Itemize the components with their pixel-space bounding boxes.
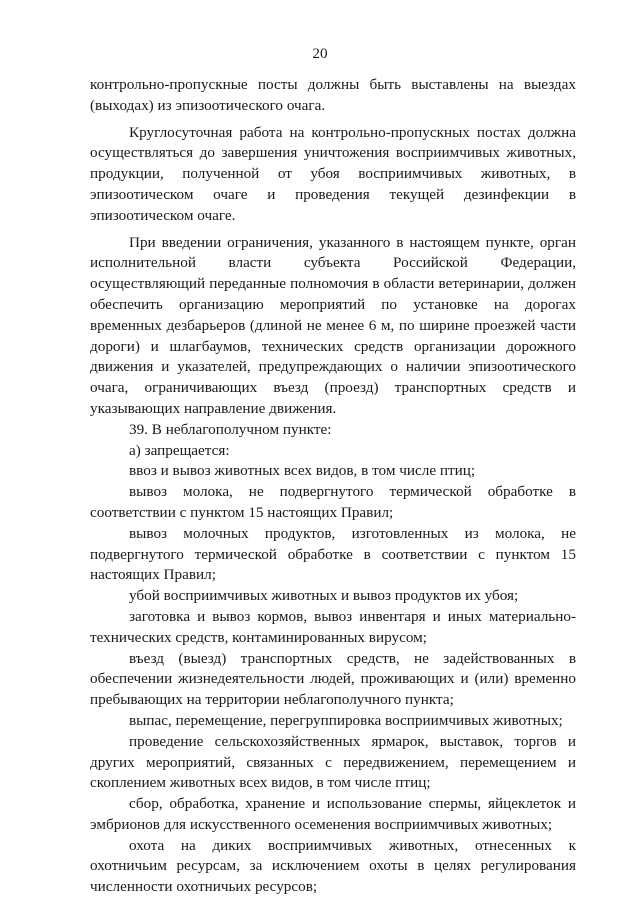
list-item-feed-inventory: заготовка и вывоз кормов, вывоз инвентаря и иных материально-технических средств, контаминированных вирусом; <box>90 607 576 646</box>
paragraph-checkpoints-round-the-clock: Круглосуточная работа на контрольно-пропускных постах должна осуществляться до завершения уничтожения восприимчивых животных, продукции, полученной от убоя восприимчивых животных, в эпизоотическом очаге и проведения текущей дезинфекции в эпизоотическом очаге. <box>90 123 576 224</box>
list-item-grazing: выпас, перемещение, перегруппировка восприимчивых животных; <box>129 711 563 729</box>
paragraph-checkpoints-continuation: контрольно-пропускные посты должны быть выставлены на выездах (выходах) из эпизоотического очага. <box>90 76 576 114</box>
list-item-slaughter: убой восприимчивых животных и вывоз продуктов их убоя; <box>129 587 519 605</box>
list-item-animal-transport: ввоз и вывоз животных всех видов, в том числе птиц; <box>129 462 476 480</box>
list-item-vehicle-entry: въезд (выезд) транспортных средств, не задействованных в обеспечении жизнедеятельности людей, проживающих и (или) временно пребывающих на территории неблагополучного пункта; <box>90 649 576 709</box>
paragraph-clause-39-heading: 39. В неблагополучном пункте: <box>129 420 332 438</box>
document-body <box>90 75 576 898</box>
paragraph-restriction-barriers: При введении ограничения, указанного в настоящем пункте, орган исполнительной власти субъекта Российской Федерации, осуществляющий переданные полномочия в области ветеринарии, должен обеспечить организацию мероприятий по установке на дорогах временных дезбарьеров (длиной не менее 6 м, по ширине проезжей части дороги) и шлагбаумов, технических средств организации дорожного движения и указателей, предупреждающих о наличии эпизоотического очага, ограничивающих въезд (проезд) транспортных средств и указывающих направление движения. <box>90 233 576 417</box>
list-item-sperm-embryos: сбор, обработка, хранение и использование спермы, яйцеклеток и эмбрионов для искусственного осеменения восприимчивых животных; <box>90 795 576 833</box>
paragraph-subclause-a-heading: а) запрещается: <box>129 441 230 459</box>
list-item-fairs-exhibitions: проведение сельскохозяйственных ярмарок, выставок, торгов и других мероприятий, связанных с передвижением, перемещением и скоплением животных всех видов, в том числе птиц; <box>90 732 576 792</box>
page-number: 20 <box>312 45 328 62</box>
list-item-hunting: охота на диких восприимчивых животных, отнесенных к охотничьим ресурсам, за исключением охоты в целях регулирования численности охотничьих ресурсов; <box>90 836 576 896</box>
list-item-milk-export: вывоз молока, не подвергнутого термической обработке в соответствии с пунктом 15 настоящих Правил; <box>90 483 576 521</box>
list-item-dairy-export: вывоз молочных продуктов, изготовленных из молока, не подвергнутого термической обработке в соответствии с пунктом 15 настоящих Правил; <box>90 524 576 584</box>
